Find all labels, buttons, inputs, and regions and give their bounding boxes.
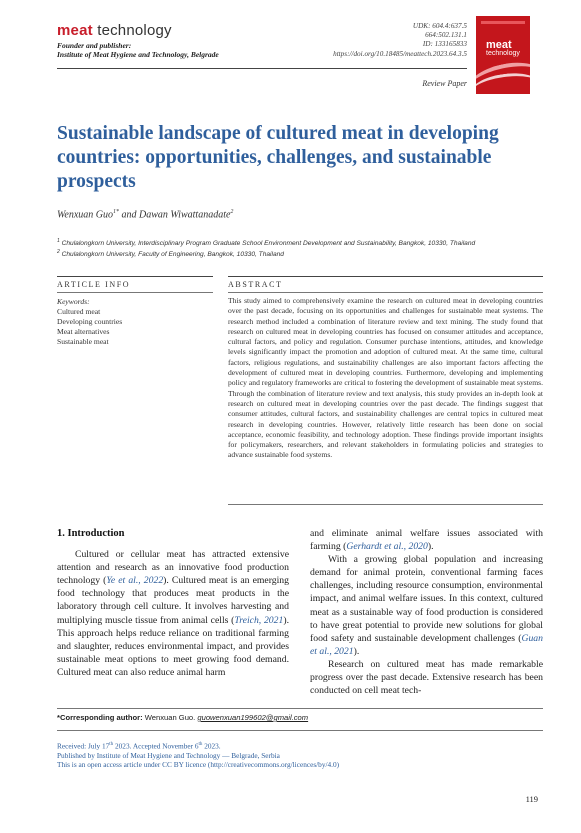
corresponding-author-label: *Corresponding author: bbox=[57, 713, 143, 722]
article-info-rule bbox=[57, 292, 213, 293]
citation-link[interactable]: Ye et al., 2022 bbox=[106, 575, 164, 587]
founder-label: Founder and publisher: bbox=[57, 41, 132, 50]
citation-link[interactable]: Treich, 2021 bbox=[234, 614, 284, 626]
published-by: Published by Institute of Meat Hygiene and Technology — Belgrade, Serbia bbox=[57, 750, 280, 760]
journal-header bbox=[57, 22, 527, 92]
article-type: Review Paper bbox=[422, 79, 467, 88]
body-left-column bbox=[57, 527, 289, 679]
publisher-name: Institute of Meat Hygiene and Technology, Belgrade bbox=[57, 50, 219, 59]
article-id: ID: 133165833 bbox=[422, 40, 467, 49]
section-heading-introduction: 1. Introduction bbox=[57, 528, 125, 539]
citation-link[interactable]: Guan et al., 2021 bbox=[310, 632, 543, 657]
text-run: With a growing global population and increasing demand for animal protein, conventional farming faces challenges, including resource consumption, environmental impact, and animal welfare issues. In this context, cultured meat as a sustainable way of food production is considered to have great potential to provide new solutions for global food safety and sustainable development challenges ( bbox=[310, 554, 543, 644]
paragraph bbox=[310, 527, 543, 553]
abstract-text: This study aimed to comprehensively examine the research on cultured meat in developing countries over the past decade, focusing on its opportunities and challenges for sustainable meat systems. The research method included a combination of literature review and text mining. The study found that research on cultured meat in developing countries has focused on consumer attitudes and acceptance, cultural factors, and policy and regulation. Consumer purchase intentions, attitudes, and knowledge levels significantly impact the promotion and adoption of cultured meat. At the same time, cultural factors, religious regulations, and sustainability challenges are also important factors affecting the development of cultured meat in developing countries. Furthermore, developing and implementing policy and regulatory frameworks are critical to fostering the development of sustainable meat systems. Through the combination of literature review and text analysis, this study provides an in-depth look at research on cultured meat in developing countries over the past decade. The findings suggest that consumer attitudes, cultural factors, and sustainability challenges are central topics in cultured meat research in developing countries. However, relatively little research has been done on social acceptance, economic feasibility, and technology adoption. These findings provide important insights for policymakers, researchers, and relevant stakeholders in formulating policies and strategies to advance sustainable food systems. bbox=[228, 296, 543, 460]
affiliation-2-text: Chulalongkorn University, Faculty of Engineering, Bangkok, 10330, Thailand bbox=[59, 251, 284, 259]
cover-subtitle: technology bbox=[486, 50, 520, 57]
correspondence-rule-bottom bbox=[57, 730, 543, 731]
doi-link[interactable]: https://doi.org/10.18485/meattech.2023.64.3.5 bbox=[333, 49, 467, 58]
body-right-column bbox=[310, 527, 543, 697]
page-number: 119 bbox=[525, 794, 538, 804]
abstract-rule-top bbox=[228, 276, 543, 277]
paragraph bbox=[57, 548, 289, 679]
corresponding-author-name: Wenxuan Guo. bbox=[142, 713, 198, 722]
keyword: Developing countries bbox=[57, 317, 123, 326]
keyword: Sustainable meat bbox=[57, 337, 109, 346]
abstract-heading: ABSTRACT bbox=[228, 280, 283, 289]
paragraph: Research on cultured meat has made remarkable progress over the past decade. Extensive research has been conducted on cell meat tech- bbox=[310, 658, 543, 697]
text-run: ). Cultured meat is an emerging food technology that produces meat products in the laboratory through cell culture. It involves harvesting and multiplying muscle tissue from animal cells ( bbox=[57, 575, 289, 626]
header-rule bbox=[57, 68, 467, 69]
article-info-heading: ARTICLE INFO bbox=[57, 280, 131, 289]
keywords-label: Keywords: bbox=[57, 297, 90, 306]
author-1: Wenxuan Guo bbox=[57, 209, 114, 221]
affiliation-2 bbox=[57, 248, 547, 259]
affiliation-2-number: 2 bbox=[57, 249, 60, 256]
received-accepted-dates bbox=[57, 740, 339, 751]
license-note[interactable]: This is an open access article under CC BY licence (http://creativecommons.org/licences/by/4.0) bbox=[57, 759, 340, 769]
affiliation-1-number: 1 bbox=[57, 238, 60, 244]
article-info-rule-top bbox=[57, 276, 213, 277]
citation-link[interactable]: Gerhardt et al., 2020 bbox=[346, 541, 428, 553]
logo-meat: meat bbox=[57, 22, 93, 39]
ordinal: th bbox=[109, 742, 114, 747]
keyword: Meat alternatives bbox=[57, 327, 110, 336]
author-2-affiliation: 2 bbox=[230, 209, 234, 215]
logo-technology: technology bbox=[92, 22, 172, 39]
text-run: and eliminate animal welfare issues associated with farming ( bbox=[310, 528, 543, 553]
text-run: ). bbox=[353, 645, 360, 657]
cover-stripe bbox=[481, 21, 525, 24]
paragraph bbox=[310, 553, 543, 658]
text-run: ). bbox=[427, 541, 434, 553]
keyword: Cultured meat bbox=[57, 307, 101, 316]
text-run: ). This approach helps reduce reliance on traditional farming and slaughter, reduces environmental impact, and provides sustainable meat options to meet growing food demand. Cultured meat can also reduce animal harm bbox=[57, 614, 289, 678]
author-2: Dawan Wiwattanadate bbox=[139, 209, 231, 221]
paper-title: Sustainable landscape of cultured meat in developing countries: opportunities, challenges, and sustainable prospects bbox=[57, 123, 499, 192]
corresponding-author-email[interactable]: guowenxuan199602@gmail.com bbox=[197, 713, 309, 722]
affiliation-1-text: Chulalongkorn University, Interdisciplinary Program Graduate School Environment Development and Sustainability, Bangkok, 10330, Thailand bbox=[59, 240, 476, 248]
abstract-rule-bottom bbox=[228, 504, 543, 505]
journal-cover-thumbnail bbox=[476, 16, 530, 94]
corresponding-author bbox=[57, 713, 308, 722]
author-separator: and bbox=[119, 209, 140, 221]
affiliation-1 bbox=[57, 237, 547, 248]
udk-class: 664:502.131.1 bbox=[425, 31, 467, 40]
author-list bbox=[57, 209, 233, 220]
text-run: Cultured or cellular meat has attracted extensive attention and research as an innovative food production technology ( bbox=[57, 549, 289, 587]
correspondence-rule bbox=[57, 708, 543, 709]
text-run: 2023. bbox=[202, 741, 221, 751]
publication-footer bbox=[57, 740, 339, 769]
affiliations bbox=[57, 237, 547, 259]
text-run: 2023. Accepted November 6 bbox=[113, 741, 199, 751]
udk: UDK: 604.4:637.5 bbox=[412, 22, 467, 30]
article-identifiers bbox=[333, 22, 467, 59]
author-1-affiliation: 1* bbox=[113, 209, 120, 215]
cover-title: meat bbox=[486, 39, 512, 51]
text-run: Received: July 17 bbox=[57, 741, 110, 751]
keywords bbox=[57, 297, 122, 347]
ordinal: th bbox=[198, 742, 203, 747]
abstract-rule bbox=[228, 292, 543, 293]
